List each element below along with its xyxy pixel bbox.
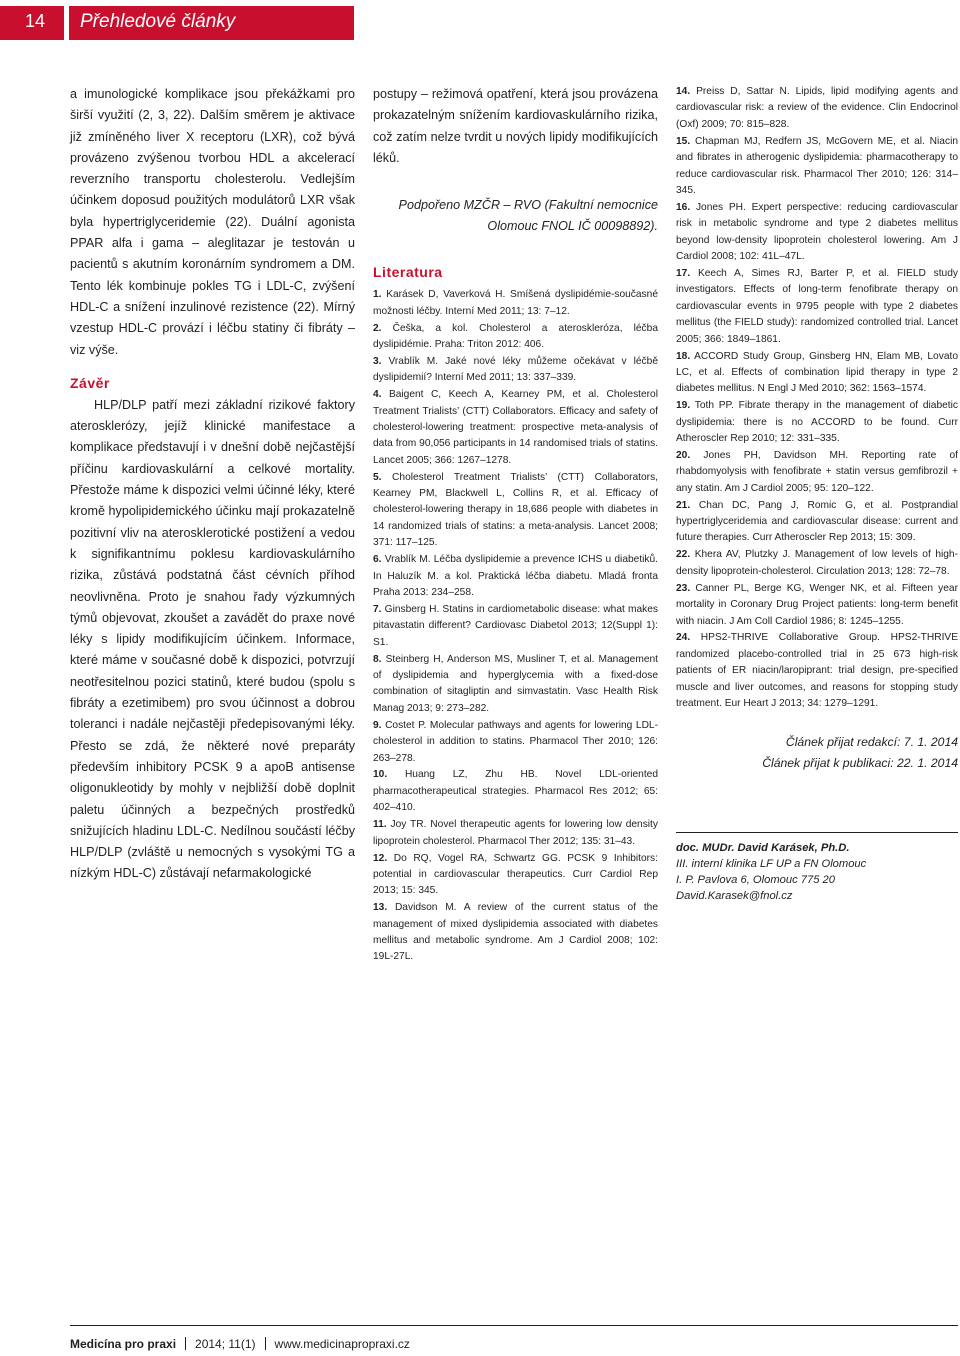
footer-separator xyxy=(265,1337,266,1350)
reference-text: Vrablík M. Jaké nové léky můžeme očekávat v léčbě dyslipidemií? Interní Med 2011; 13: 337–339. xyxy=(373,355,658,384)
reference-text: Karásek D, Vaverková H. Smíšená dyslipidémie-současné možnosti léčby. Interní Med 2011; 13: 7–12. xyxy=(373,289,658,317)
footer-separator xyxy=(185,1337,186,1350)
reference-item xyxy=(676,498,958,547)
reference-number: 8. xyxy=(373,653,382,665)
accepted-date: Článek přijat k publikaci: 22. 1. 2014 xyxy=(762,756,958,771)
reference-text: Keech A, Simes RJ, Barter P, et al. FIELD study investigators. Effects of long-term fenofibrate therapy on cardiovascular events in 9795 people with type 2 diabetes mellitus (the FIELD study): randomized controlled trial. Lancet 2005; 366: 1849–1861. xyxy=(676,267,958,345)
reference-item xyxy=(373,817,658,850)
reference-item xyxy=(676,266,958,348)
reference-text: Chan DC, Pang J, Romic G, et al. Postprandial hypertriglyceridemia and cardiovascular disease: current and future therapies. Curr Atheroscler Rep 2013; 15: 309. xyxy=(676,499,958,544)
reference-text: Jones PH. Expert perspective: reducing cardiovascular risk in metabolic syndrome and type 2 diabetes mellitus beyond low-density lipoprotein cholesterol lowering. Am J Cardiol 2008; 102: 41L–47L. xyxy=(676,201,958,263)
reference-number: 14. xyxy=(676,86,691,97)
conclusion-heading: Závěr xyxy=(70,374,110,391)
reference-number: 11. xyxy=(373,819,387,831)
reference-text: Steinberg H, Anderson MS, Musliner T, et al. Management of dyslipidemia and hyperglycemia with a fixed-dose combination of sitagliptin and simvastatin. Vasc Health Risk Manag 2013; 9: 273–282. xyxy=(373,653,658,714)
reference-number: 5. xyxy=(373,471,382,483)
journal-name: Medicína pro praxi xyxy=(70,1337,177,1351)
literature-heading: Literatura xyxy=(373,264,443,281)
reference-number: 24. xyxy=(676,632,691,644)
section-title-box xyxy=(69,6,354,40)
reference-item xyxy=(373,470,658,552)
reference-item xyxy=(676,448,958,497)
conclusion-paragraph: HLP/DLP patří mezi základní rizikové faktory aterosklerózy, jejíž klinické manifestace a komplikace představují i v dnešní době nejčastější příčinu kardiovaskulární a celkové mortality. Přestože máme k dispozici velmi účinné léky, které kromě hypolipidemického účinku mají prokazatelně pozitivní vliv na aterosklerotické postižení a vedou k signifikantnímu poklesu kardiovaskulárního rizika, zůstává podstatná část cévních příhod neovlivněna. Proto je snahou řady výzkumných týmů objevovat, zkoušet a zavádět do praxe nové léky s lipidy modifikujícím účinkem. Informace, které máme v současné době k dispozici, potvrzují neotřesitelnou pozici statinů, které budou (spolu s fibráty a ezetimibem) pro svou účinnost a dobrou toleranci i nadále nejčastěji předepisovanými léky. Přesto se zdá, že některé nové preparáty především inhibitory PCSK 9 a apoB antisense oligonukleotidy by mohly v nejbližší době doplnit paletu účinných a bezpečných prostředků snižujících hladinu LDL-C. Nedílnou součástí léčby HLP/DLP (zvláště u nemocných s vysokými TG a nízkým HDL-C) zůstávají nefarmakologické xyxy=(70,397,355,881)
funding-line-1: Podpořeno MZČR – RVO (Fakultní nemocnice xyxy=(398,198,658,213)
continuation-paragraph: postupy – režimová opatření, která jsou provázena prokazatelným snížením kardiovaskulárního rizika, což zatím nelze tvrdit u nových lipidy modifikujících léků. xyxy=(373,87,658,165)
reference-text: Costet P. Molecular pathways and agents for lowering LDL-cholesterol in addition to statins. Pharmacol Ther 2010; 126: 263–278. xyxy=(373,719,658,764)
reference-text: Do RQ, Vogel RA, Schwartz GG. PCSK 9 Inhibitors: potential in cardiovascular therapeutics. Curr Cardiol Rep 2013; 15: 345. xyxy=(373,852,658,897)
column-right xyxy=(676,84,958,774)
reference-number: 10. xyxy=(373,769,388,781)
column-left xyxy=(70,84,355,885)
reference-text: Preiss D, Sattar N. Lipids, lipid modifying agents and cardiovascular risk: a review of the evidence. Clin Endocrinol (Oxf) 2009; 70: 815–828. xyxy=(676,86,958,130)
page-number-box xyxy=(0,6,64,40)
section-title: Přehledové články xyxy=(80,11,236,32)
reference-item xyxy=(676,547,958,580)
reference-number: 22. xyxy=(676,549,691,561)
reference-number: 7. xyxy=(373,603,382,615)
reference-number: 2. xyxy=(373,322,382,334)
reference-item xyxy=(373,321,658,354)
journal-website[interactable]: www.medicinapropraxi.cz xyxy=(274,1337,410,1351)
reference-item xyxy=(373,718,658,767)
reference-number: 12. xyxy=(373,852,388,864)
reference-item xyxy=(373,354,658,387)
reference-number: 13. xyxy=(373,902,388,914)
reference-text: Canner PL, Berge KG, Wenger NK, et al. Fifteen year mortality in Coronary Drug Project patients: long-term benefit with niacin. J Am Coll Cardiol 1986; 8: 1245–1255. xyxy=(676,582,958,627)
footer-divider xyxy=(70,1325,958,1326)
reference-text: Toth PP. Fibrate therapy in the management of diabetic dyslipidemia: there is no ACCORD to be found. Curr Atheroscler Rep 2010; 12: 331–335. xyxy=(676,400,958,445)
reference-text: Jones PH, Davidson MH. Reporting rate of rhabdomyolysis with fenofibrate + statin versus gemfibrozil + any statin. Am J Cardiol 2005; 95: 120–122. xyxy=(676,449,958,494)
reference-text: Cholesterol Treatment Trialists’ (CTT) Collaborators, Kearney PM, Blackwell L, Collins R, et al. Efficacy of cholesterol-lowering therapy in 18,686 people with diabetes in 14 randomized trials of statins: a meta-analysis. Lancet 2008; 371: 117–125. xyxy=(373,471,658,549)
reference-item xyxy=(373,767,658,816)
reference-number: 4. xyxy=(373,389,382,401)
reference-text: Baigent C, Keech A, Kearney PM, et al. Cholesterol Treatment Trialists’ (CTT) Collaborators. Efficacy and safety of cholesterol-lowering treatment: prospective meta-analysis of data from 90,056 participants in 14 randomised trials of statins. Lancet 2005; 366: 1267–1278. xyxy=(373,389,658,466)
body-paragraph: a imunologické komplikace jsou překážkami pro širší využití (2, 3, 22). Dalším směrem je aktivace již zmíněného liver X receptoru (LXR), což bývá provázeno zvýšenou tvorbou HDL a akcelerací reverzního transportu cholesterolu. Vedlejším účinkem doposud použitých modulátorů LXR však byla hypertriglyceridemie (22). Duální agonista PPAR alfa i gama – aleglitazar je testován u pacientů s akutním koronárním syndromem a DM. Tento lék kombinuje pokles TG i LDL-C, zvýšení HDL-C a snížení inzulinové rezistence (22). Mírný vzestup HDL-C provází i léčbu statiny či fibráty – viz výše. xyxy=(70,87,355,357)
author-email[interactable]: David.Karasek@fnol.cz xyxy=(676,890,793,902)
reference-item xyxy=(373,552,658,601)
reference-item xyxy=(676,84,958,133)
reference-item xyxy=(373,900,658,966)
reference-list-part-2 xyxy=(676,84,958,712)
reference-number: 9. xyxy=(373,719,382,731)
reference-item xyxy=(676,134,958,200)
reference-text: HPS2-THRIVE Collaborative Group. HPS2-THRIVE randomized placebo-controlled trial in 25 673 high-risk patients of ER niacin/laropiprant: trial design, pre-specified muscle and liver outcomes, and reasons for stopping study treatment. Eur Heart J 2013; 34: 1279–1291. xyxy=(676,632,958,710)
article-dates xyxy=(676,732,958,774)
author-name: doc. MUDr. David Karásek, Ph.D. xyxy=(676,842,850,854)
reference-text: Češka, a kol. Cholesterol a ateroskleróza, léčba dyslipidémie. Praha: Triton 2012: 406. xyxy=(373,322,658,350)
reference-item xyxy=(676,349,958,398)
received-date: Článek přijat redakcí: 7. 1. 2014 xyxy=(785,735,958,750)
reference-text: ACCORD Study Group, Ginsberg HN, Elam MB, Lovato LC, et al. Effects of combination lipid therapy in type 2 diabetes mellitus. N Engl J Med 2010; 362: 1563–1574. xyxy=(676,350,958,395)
reference-item xyxy=(373,851,658,900)
reference-item xyxy=(676,398,958,447)
reference-text: Khera AV, Plutzky J. Management of low levels of high-density lipoprotein-cholesterol. Circulation 2013; 128: 72–78. xyxy=(676,549,958,577)
reference-text: Joy TR. Novel therapeutic agents for lowering low density lipoprotein cholesterol. Pharmacol Ther 2012; 135: 31–43. xyxy=(373,819,658,847)
reference-list-part-1 xyxy=(373,287,658,966)
reference-item xyxy=(676,630,958,712)
reference-number: 23. xyxy=(676,582,691,594)
page-number: 14 xyxy=(25,11,46,31)
reference-item xyxy=(373,652,658,718)
reference-number: 20. xyxy=(676,449,691,461)
author-address: I. P. Pavlova 6, Olomouc 775 20 xyxy=(676,874,835,886)
reference-item xyxy=(676,581,958,630)
reference-item xyxy=(676,200,958,266)
author-contact xyxy=(676,840,958,904)
reference-text: Chapman MJ, Redfern JS, McGovern ME, et al. Niacin and fibrates in atherogenic dyslipidemia: pharmacotherapy to reduce cardiovascular risk. Pharmacol Ther 2010; 126: 314–345. xyxy=(676,135,958,196)
reference-number: 21. xyxy=(676,499,691,511)
reference-number: 17. xyxy=(676,267,691,279)
reference-number: 3. xyxy=(373,355,382,367)
reference-number: 15. xyxy=(676,135,691,147)
journal-issue: 2014; 11(1) xyxy=(195,1337,256,1351)
reference-item xyxy=(373,287,658,320)
reference-text: Davidson M. A review of the current status of the management of mixed dyslipidemia associated with diabetes mellitus and metabolic syndrome. Am J Cardiol 2008; 102: 19L-27L. xyxy=(373,902,658,963)
column-middle xyxy=(373,84,658,966)
reference-number: 19. xyxy=(676,400,691,412)
reference-number: 1. xyxy=(373,289,382,301)
reference-text: Huang LZ, Zhu HB. Novel LDL-oriented pharmacotherapeutical strategies. Pharmacol Res 2012; 65: 402–410. xyxy=(373,769,658,814)
funding-note xyxy=(373,195,658,237)
author-clinic: III. interní klinika LF UP a FN Olomouc xyxy=(676,858,867,870)
footer xyxy=(70,1337,410,1351)
reference-number: 18. xyxy=(676,350,691,362)
reference-text: Vrablík M. Léčba dyslipidemie a prevence ICHS u diabetiků. In Haluzík M. a kol. Praktická léčba diabetu. Mladá fronta Praha 2013: 234–258. xyxy=(373,554,658,598)
reference-text: Ginsberg H. Statins in cardiometabolic disease: what makes pitavastatin different? Cardiovasc Diabetol 2013; 12(Suppl 1): S1. xyxy=(373,603,658,648)
funding-line-2: Olomouc FNOL IČ 00098892). xyxy=(487,219,658,234)
author-divider xyxy=(676,832,958,833)
reference-number: 16. xyxy=(676,201,691,213)
reference-item xyxy=(373,387,658,469)
reference-number: 6. xyxy=(373,554,382,566)
reference-item xyxy=(373,602,658,651)
